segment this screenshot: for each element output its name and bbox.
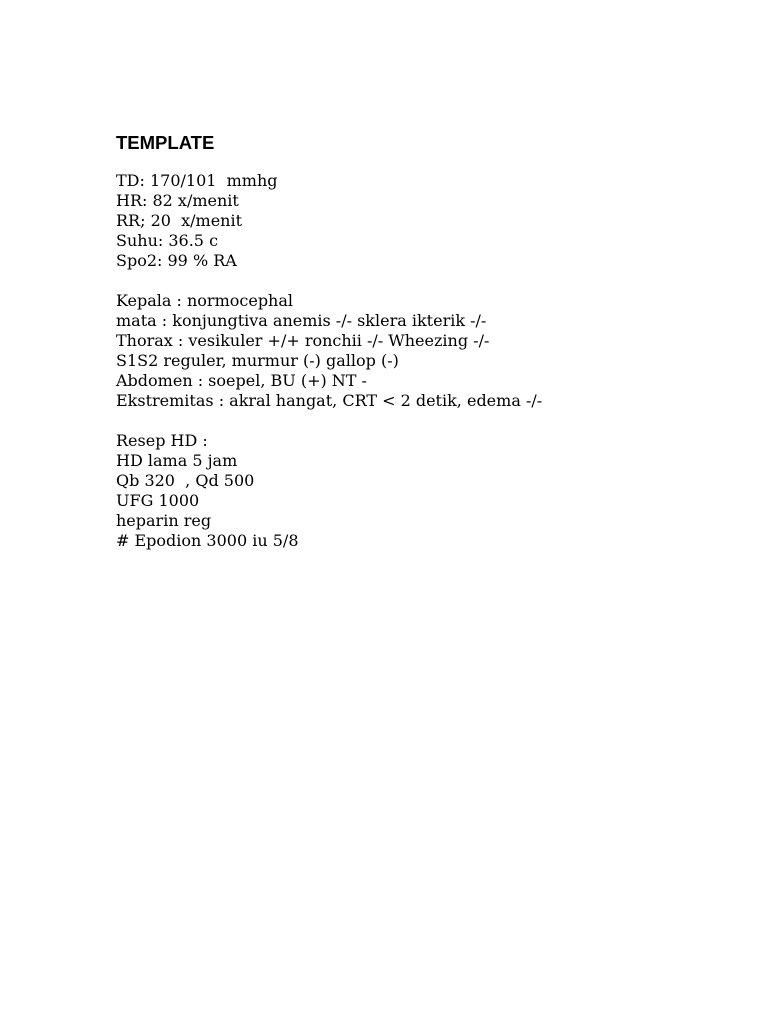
document-body xyxy=(116,131,736,571)
vitals-line-respiratory-rate: RR; 20 x/menit xyxy=(116,211,243,230)
prescription-line-epodion: # Epodion 3000 iu 5/8 xyxy=(116,531,299,550)
exam-line-heart: S1S2 reguler, murmur (-) gallop (-) xyxy=(116,351,399,370)
vitals-line-heart-rate: HR: 82 x/menit xyxy=(116,191,239,210)
vitals-section xyxy=(116,171,736,271)
prescription-line-heading: Resep HD : xyxy=(116,431,208,450)
exam-line-eyes: mata : konjungtiva anemis -/- sklera ikterik -/- xyxy=(116,311,487,330)
prescription-line-heparin: heparin reg xyxy=(116,511,212,530)
prescription-line-ufg: UFG 1000 xyxy=(116,491,200,510)
prescription-line-flow-rates: Qb 320 , Qd 500 xyxy=(116,471,255,490)
vitals-line-spo2: Spo2: 99 % RA xyxy=(116,251,237,270)
document-title: TEMPLATE xyxy=(116,132,215,153)
exam-line-thorax: Thorax : vesikuler +/+ ronchii -/- Wheezing -/- xyxy=(116,331,490,350)
exam-line-abdomen: Abdomen : soepel, BU (+) NT - xyxy=(116,371,367,390)
vitals-line-temperature: Suhu: 36.5 c xyxy=(116,231,219,250)
physical-exam-section xyxy=(116,291,736,411)
exam-line-extremities: Ekstremitas : akral hangat, CRT < 2 detik, edema -/- xyxy=(116,391,543,410)
vitals-line-blood-pressure: TD: 170/101 mmhg xyxy=(116,171,278,190)
prescription-line-duration: HD lama 5 jam xyxy=(116,451,238,470)
hd-prescription-section xyxy=(116,431,736,551)
exam-line-head: Kepala : normocephal xyxy=(116,291,294,310)
